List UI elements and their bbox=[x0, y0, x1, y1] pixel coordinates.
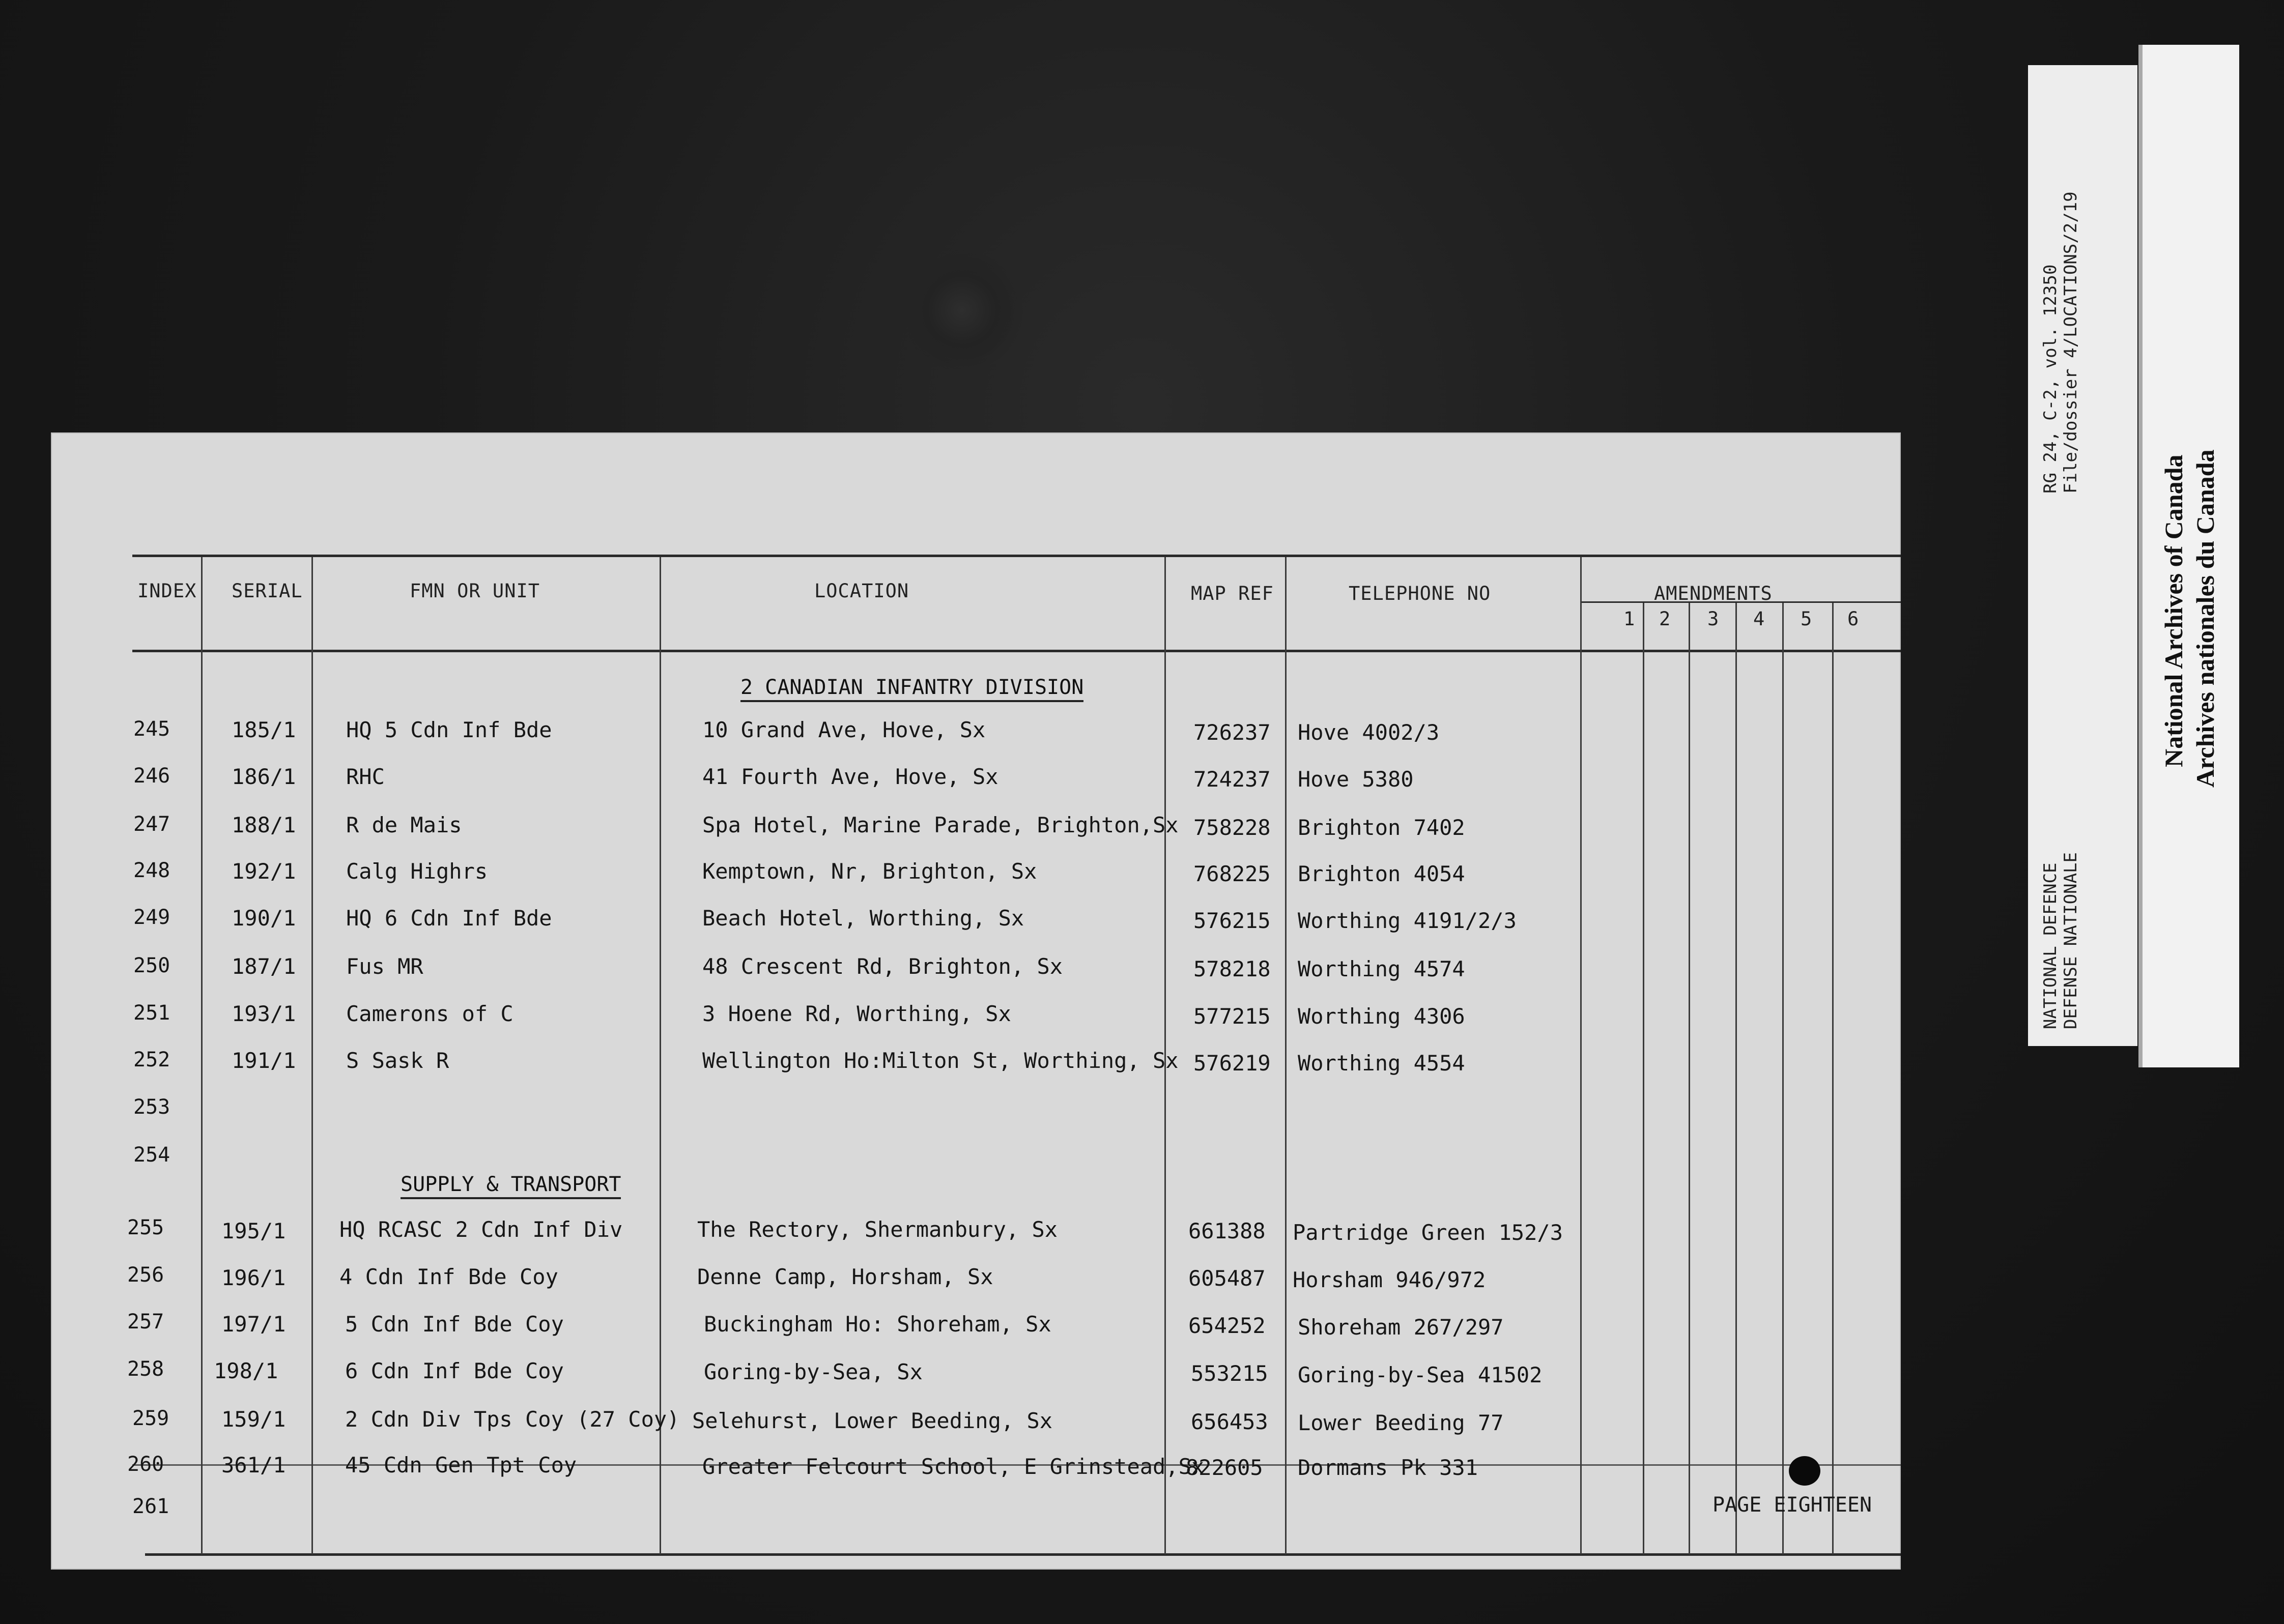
row-252-serial: 191/1 bbox=[232, 1048, 296, 1073]
header-location: LOCATION bbox=[814, 580, 909, 602]
row-245-location: 10 Grand Ave, Hove, Sx bbox=[702, 717, 986, 742]
row-257-mapref: 654252 bbox=[1188, 1313, 1266, 1338]
row-259-serial: 159/1 bbox=[221, 1407, 286, 1432]
document-page bbox=[51, 432, 1901, 1570]
section-heading-supply: SUPPLY & TRANSPORT bbox=[401, 1173, 621, 1199]
row-248-index: 248 bbox=[133, 859, 170, 882]
col-divider-serial bbox=[311, 557, 313, 1554]
row-246-serial: 186/1 bbox=[232, 764, 296, 789]
row-260-unit: 45 Cdn Gen Tpt Coy bbox=[345, 1453, 577, 1477]
row-255-serial: 195/1 bbox=[221, 1219, 286, 1243]
header-amendments: AMENDMENTS bbox=[1654, 583, 1773, 604]
row-252-mapref: 576219 bbox=[1193, 1051, 1271, 1076]
header-mapref: MAP REF bbox=[1191, 583, 1274, 604]
header-amend-6: 6 bbox=[1847, 608, 1860, 630]
archives-name-en: National Archives of Canada bbox=[2159, 454, 2188, 767]
col-divider-mapref bbox=[1285, 557, 1287, 1554]
row-257-telephone: Shoreham 267/297 bbox=[1298, 1315, 1504, 1340]
row-246-mapref: 724237 bbox=[1193, 767, 1271, 792]
row-258-unit: 6 Cdn Inf Bde Coy bbox=[345, 1358, 564, 1383]
row-256-index: 256 bbox=[127, 1263, 164, 1287]
row-247-telephone: Brighton 7402 bbox=[1298, 815, 1465, 840]
archive-reference-line-1: RG 24, C-2, vol. 12350 bbox=[2040, 264, 2061, 494]
row-255-mapref: 661388 bbox=[1188, 1219, 1266, 1243]
row-259-index: 259 bbox=[132, 1407, 169, 1430]
row-245-telephone: Hove 4002/3 bbox=[1298, 720, 1440, 745]
row-247-location: Spa Hotel, Marine Parade, Brighton,Sx bbox=[702, 813, 1179, 837]
row-250-location: 48 Crescent Rd, Brighton, Sx bbox=[702, 954, 1063, 979]
row-259-telephone: Lower Beeding 77 bbox=[1298, 1410, 1504, 1435]
row-260-telephone: Dormans Pk 331 bbox=[1298, 1455, 1478, 1480]
row-255-location: The Rectory, Shermanbury, Sx bbox=[697, 1217, 1058, 1242]
row-256-mapref: 605487 bbox=[1188, 1266, 1266, 1291]
row-248-mapref: 768225 bbox=[1193, 861, 1271, 886]
row-245-serial: 185/1 bbox=[232, 717, 296, 742]
ink-blot bbox=[1789, 1456, 1820, 1486]
row-249-location: Beach Hotel, Worthing, Sx bbox=[702, 906, 1024, 931]
header-bottom-rule bbox=[132, 650, 1901, 652]
row-245-mapref: 726237 bbox=[1193, 720, 1271, 745]
row-248-unit: Calg Highrs bbox=[346, 859, 488, 884]
row-256-serial: 196/1 bbox=[221, 1265, 286, 1290]
archives-name-fr: Archives nationales du Canada bbox=[2191, 449, 2219, 788]
row-255-unit: HQ RCASC 2 Cdn Inf Div bbox=[339, 1217, 623, 1242]
row-258-telephone: Goring-by-Sea 41502 bbox=[1298, 1362, 1543, 1387]
header-amend-4: 4 bbox=[1753, 608, 1765, 630]
header-unit: FMN OR UNIT bbox=[410, 580, 540, 602]
row-248-telephone: Brighton 4054 bbox=[1298, 861, 1465, 886]
row-260-mapref: 822605 bbox=[1186, 1455, 1263, 1480]
department-label-en: NATIONAL DEFENCE bbox=[2040, 862, 2061, 1029]
row-245-unit: HQ 5 Cdn Inf Bde bbox=[346, 717, 552, 742]
row-254-index: 254 bbox=[133, 1143, 170, 1167]
archive-reference-label bbox=[2028, 65, 2137, 1046]
col-divider-telephone bbox=[1580, 557, 1582, 1554]
row-250-telephone: Worthing 4574 bbox=[1298, 956, 1465, 981]
col-divider-amend-3 bbox=[1735, 603, 1737, 1554]
row-248-location: Kemptown, Nr, Brighton, Sx bbox=[702, 859, 1037, 884]
row-247-mapref: 758228 bbox=[1193, 815, 1271, 840]
row-250-unit: Fus MR bbox=[346, 954, 423, 979]
row-247-serial: 188/1 bbox=[232, 813, 296, 837]
header-serial: SERIAL bbox=[232, 580, 303, 602]
row-259-mapref: 656453 bbox=[1191, 1409, 1268, 1434]
table-top-rule bbox=[132, 555, 1901, 557]
row-252-unit: S Sask R bbox=[346, 1048, 449, 1073]
table-bottom-rule bbox=[145, 1553, 1901, 1556]
header-index: INDEX bbox=[137, 580, 197, 602]
header-amend-2: 2 bbox=[1659, 608, 1671, 630]
col-divider-amend-2 bbox=[1689, 603, 1690, 1554]
row-261-index: 261 bbox=[132, 1495, 169, 1518]
row-257-location: Buckingham Ho: Shoreham, Sx bbox=[704, 1312, 1051, 1337]
col-divider-amend-1 bbox=[1643, 603, 1644, 1554]
row-249-serial: 190/1 bbox=[232, 906, 296, 931]
row-250-index: 250 bbox=[133, 954, 170, 977]
row-255-telephone: Partridge Green 152/3 bbox=[1293, 1220, 1563, 1245]
row-249-unit: HQ 6 Cdn Inf Bde bbox=[346, 906, 552, 931]
header-telephone: TELEPHONE NO bbox=[1349, 583, 1491, 604]
row-255-index: 255 bbox=[127, 1216, 164, 1239]
row-251-telephone: Worthing 4306 bbox=[1298, 1004, 1465, 1029]
row-249-index: 249 bbox=[133, 906, 170, 929]
row-259-location: Selehurst, Lower Beeding, Sx bbox=[692, 1408, 1053, 1433]
row-256-unit: 4 Cdn Inf Bde Coy bbox=[339, 1264, 558, 1289]
row-260-location: Greater Felcourt School, E Grinstead,Sx bbox=[702, 1454, 1205, 1479]
row-250-serial: 187/1 bbox=[232, 954, 296, 979]
department-label-fr: DEFENSE NATIONALE bbox=[2061, 852, 2081, 1029]
row-258-location: Goring-by-Sea, Sx bbox=[704, 1359, 923, 1384]
col-divider-index bbox=[201, 557, 203, 1554]
row-245-index: 245 bbox=[133, 717, 170, 741]
row-256-location: Denne Camp, Horsham, Sx bbox=[697, 1264, 993, 1289]
row-257-unit: 5 Cdn Inf Bde Coy bbox=[345, 1312, 564, 1337]
row-258-index: 258 bbox=[127, 1357, 164, 1381]
row-260-index: 260 bbox=[127, 1453, 164, 1476]
row-251-location: 3 Hoene Rd, Worthing, Sx bbox=[702, 1001, 1011, 1026]
row-256-telephone: Horsham 946/972 bbox=[1293, 1267, 1486, 1292]
row-250-mapref: 578218 bbox=[1193, 956, 1271, 981]
archive-reference-line-2: File/dossier 4/LOCATIONS/2/19 bbox=[2061, 191, 2081, 494]
col-divider-amend-5 bbox=[1832, 603, 1834, 1554]
row-246-telephone: Hove 5380 bbox=[1298, 767, 1414, 792]
row-248-serial: 192/1 bbox=[232, 859, 296, 884]
camera-reflection bbox=[901, 249, 1023, 371]
row-247-index: 247 bbox=[133, 813, 170, 836]
national-archives-label bbox=[2143, 45, 2239, 1067]
row-260-serial: 361/1 bbox=[221, 1453, 286, 1477]
row-246-unit: RHC bbox=[346, 764, 385, 789]
row-257-index: 257 bbox=[127, 1310, 164, 1333]
row-249-telephone: Worthing 4191/2/3 bbox=[1298, 908, 1517, 933]
section-heading-division: 2 CANADIAN INFANTRY DIVISION bbox=[740, 676, 1083, 702]
row-258-serial: 198/1 bbox=[214, 1358, 278, 1383]
row-252-telephone: Worthing 4554 bbox=[1298, 1051, 1465, 1076]
page-number: PAGE EIGHTEEN bbox=[1712, 1493, 1872, 1517]
row-246-index: 246 bbox=[133, 764, 170, 788]
header-amend-5: 5 bbox=[1801, 608, 1813, 630]
row-249-mapref: 576215 bbox=[1193, 908, 1271, 933]
row-252-location: Wellington Ho:Milton St, Worthing, Sx bbox=[702, 1048, 1179, 1073]
header-amend-3: 3 bbox=[1707, 608, 1720, 630]
row-247-unit: R de Mais bbox=[346, 813, 462, 837]
row-259-unit: 2 Cdn Div Tps Coy (27 Coy) bbox=[345, 1407, 680, 1432]
row-246-location: 41 Fourth Ave, Hove, Sx bbox=[702, 764, 998, 789]
col-divider-unit bbox=[660, 557, 661, 1554]
header-amend-1: 1 bbox=[1623, 608, 1636, 630]
row-251-serial: 193/1 bbox=[232, 1001, 296, 1026]
row-253-index: 253 bbox=[133, 1095, 170, 1119]
row-251-index: 251 bbox=[133, 1001, 170, 1025]
row-251-mapref: 577215 bbox=[1193, 1004, 1271, 1029]
row-257-serial: 197/1 bbox=[221, 1312, 286, 1337]
row-251-unit: Camerons of C bbox=[346, 1001, 513, 1026]
row-252-index: 252 bbox=[133, 1048, 170, 1071]
col-divider-amend-4 bbox=[1782, 603, 1784, 1554]
row-258-mapref: 553215 bbox=[1191, 1361, 1268, 1386]
